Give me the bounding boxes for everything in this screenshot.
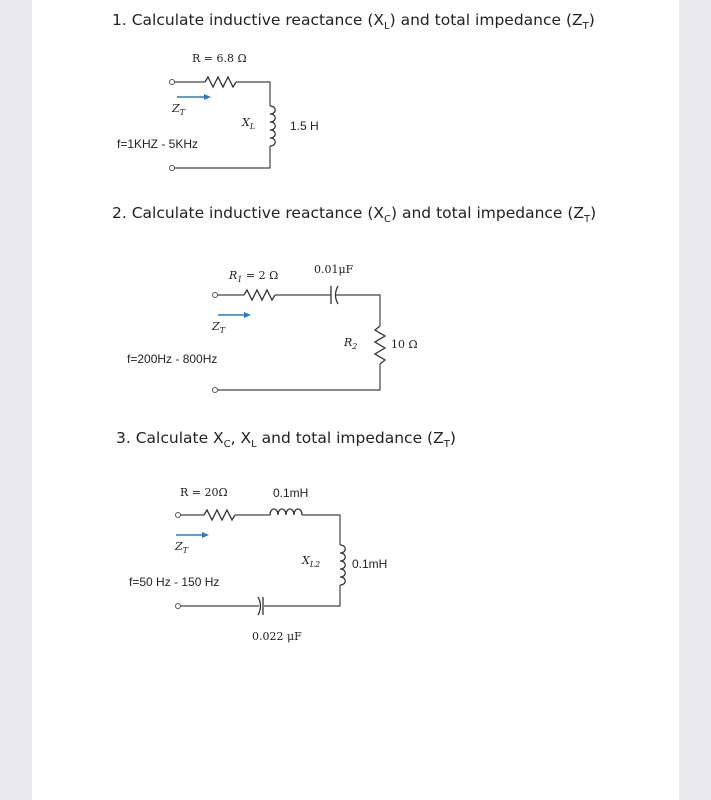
question-1-title: 1. Calculate inductive reactance $(X_L)$ and total impedance $(Z_T)$ xyxy=(112,11,595,33)
circuit-3-inductor-1-value: 0.1mH xyxy=(273,486,309,500)
circuit-3-wire xyxy=(264,585,340,606)
circuit-3-inductor-2-value: 0.1mH xyxy=(352,557,388,571)
circuit-1 xyxy=(170,77,276,171)
circuit-3-xl2-label: $X_{L2}$ xyxy=(302,554,321,570)
circuit-1-inductor xyxy=(270,106,275,146)
circuit-1-wire xyxy=(236,82,270,106)
question-2-title: 2. Calculate inductive reactance $(X_C)$ and total impedance $(Z_T)$ xyxy=(112,204,597,226)
document-page xyxy=(32,0,679,800)
circuit-2-wire xyxy=(336,295,380,326)
circuit-3-frequency: f=50 Hz - 150 Hz xyxy=(129,575,220,589)
circuit-2-wire xyxy=(218,364,381,390)
circuit-2-resistor-r2 xyxy=(375,326,385,364)
question-3-title: 3. Calculate $X_C$, $X_L$ and total impedance $(Z_T)$ xyxy=(116,429,456,451)
circuit-3-capacitor-value: 0.022 μF xyxy=(252,630,302,643)
circuit-1-resistor xyxy=(205,77,236,87)
circuit-2-capacitor-value: 0.01μF xyxy=(314,263,354,276)
circuit-3-zt-label: $Z_T$ xyxy=(175,540,188,556)
circuit-2-terminal-top xyxy=(213,293,218,298)
circuit-1-zt-arrowhead xyxy=(204,94,211,100)
circuit-2-terminal-bottom xyxy=(213,388,218,393)
circuit-3-resistor xyxy=(204,510,235,520)
circuit-3-wire xyxy=(302,515,340,545)
circuit-3-inductor-1 xyxy=(270,509,302,515)
circuit-2-r1-label: $R_1 = 2$ Ω xyxy=(229,269,279,285)
circuit-1-xl-label: $X_L$ xyxy=(242,116,256,132)
circuit-1-terminal-top xyxy=(170,80,175,85)
circuit-3-terminal-top xyxy=(176,513,181,518)
circuit-1-terminal-bottom xyxy=(170,166,175,171)
circuit-1-zt-label: $Z_T$ xyxy=(172,102,185,118)
circuit-1-frequency: f=1KHZ - 5KHz xyxy=(117,137,199,151)
circuit-1-inductor-value: 1.5 H xyxy=(290,119,319,133)
circuit-3-zt-arrowhead xyxy=(202,532,209,538)
circuit-2-zt-arrowhead xyxy=(244,312,251,318)
circuit-diagrams xyxy=(32,0,679,800)
circuit-3-resistor-label: R = 20Ω xyxy=(180,486,228,499)
circuit-2-r2-value: 10 Ω xyxy=(391,338,418,351)
circuit-2 xyxy=(213,286,386,393)
circuit-3-inductor-2 xyxy=(340,545,345,585)
circuit-3-terminal-bottom xyxy=(176,604,181,609)
circuit-2-frequency: f=200Hz - 800Hz xyxy=(127,352,218,366)
circuit-2-resistor-r1 xyxy=(244,290,275,300)
circuit-1-resistor-label: R = 6.8 Ω xyxy=(192,52,247,65)
circuit-2-zt-label: $Z_T$ xyxy=(212,320,225,336)
circuit-2-r2-label: $R_2$ xyxy=(344,336,358,352)
